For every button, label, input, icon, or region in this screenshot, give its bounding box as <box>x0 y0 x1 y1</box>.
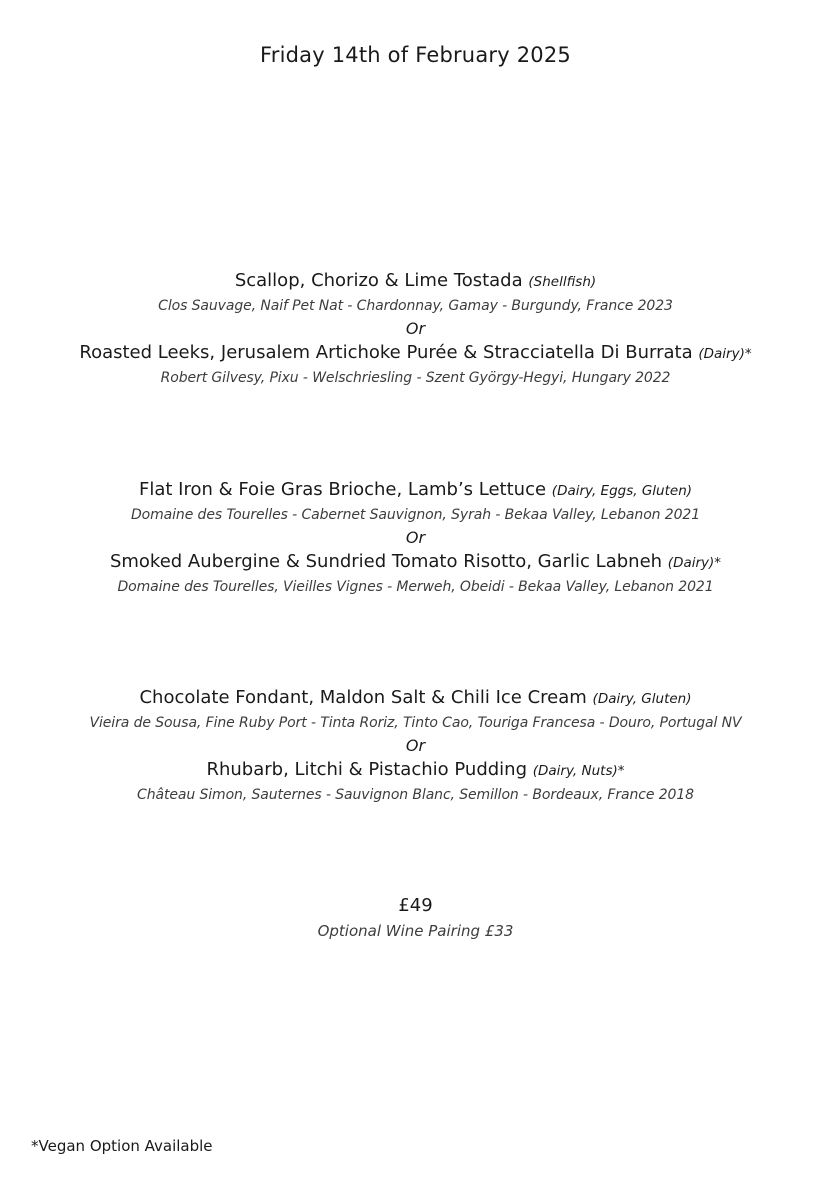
wine-pairing: Vieira de Sousa, Fine Ruby Port - Tinta Roriz, Tinto Cao, Touriga Francesa - Douro, Portugal NV <box>89 715 742 731</box>
course-main <box>0 477 831 599</box>
dish-title <box>0 685 831 712</box>
course-starter <box>0 268 831 390</box>
dish-name: Flat Iron & Foie Gras Brioche, Lamb’s Lettuce <box>138 479 547 500</box>
dish-title <box>0 549 831 576</box>
dish-name: Smoked Aubergine & Sundried Tomato Risotto, Garlic Labneh <box>109 551 663 572</box>
dish-allergens: (Shellfish) <box>528 274 597 290</box>
course-dessert <box>0 685 831 807</box>
dish-allergens: (Dairy) <box>667 555 715 571</box>
wine-pairing: Château Simon, Sauternes - Sauvignon Blanc, Semillon - Bordeaux, France 2018 <box>137 787 694 803</box>
or-separator: Or <box>405 736 426 755</box>
dish-name: Scallop, Chorizo & Lime Tostada <box>234 270 523 291</box>
menu-price: £49 <box>398 895 433 916</box>
dish-title <box>0 268 831 295</box>
vegan-mark: * <box>714 555 722 571</box>
wine-pairing: Clos Sauvage, Naif Pet Nat - Chardonnay, Gamay - Burgundy, France 2023 <box>158 298 673 314</box>
or-separator: Or <box>405 319 426 338</box>
menu-date: Friday 14th of February 2025 <box>260 43 571 67</box>
dish-name: Rhubarb, Litchi & Pistachio Pudding <box>206 759 528 780</box>
dish-allergens: (Dairy, Gluten) <box>592 691 692 707</box>
or-separator: Or <box>405 528 426 547</box>
dish-title <box>0 757 831 784</box>
dish-allergens: (Dairy, Eggs, Gluten) <box>551 483 693 499</box>
wine-pairing-price: Optional Wine Pairing £33 <box>317 922 514 940</box>
dish-title <box>0 477 831 504</box>
vegan-mark: * <box>617 763 625 779</box>
wine-pairing: Domaine des Tourelles, Vieilles Vignes - Merweh, Obeidi - Bekaa Valley, Lebanon 2021 <box>117 579 714 595</box>
vegan-mark: * <box>744 346 752 362</box>
dish-allergens: (Dairy) <box>698 346 745 362</box>
dish-name: Roasted Leeks, Jerusalem Artichoke Purée & Stracciatella Di Burrata <box>79 342 693 363</box>
dish-allergens: (Dairy, Nuts) <box>532 763 618 779</box>
pricing <box>0 893 831 943</box>
vegan-footnote: *Vegan Option Available <box>31 1137 213 1155</box>
dish-name: Chocolate Fondant, Maldon Salt & Chili Ice Cream <box>139 687 587 708</box>
wine-pairing: Robert Gilvesy, Pixu - Welschriesling - Szent György-Hegyi, Hungary 2022 <box>160 370 671 386</box>
wine-pairing: Domaine des Tourelles - Cabernet Sauvignon, Syrah - Bekaa Valley, Lebanon 2021 <box>130 507 701 523</box>
dish-title <box>0 340 831 367</box>
